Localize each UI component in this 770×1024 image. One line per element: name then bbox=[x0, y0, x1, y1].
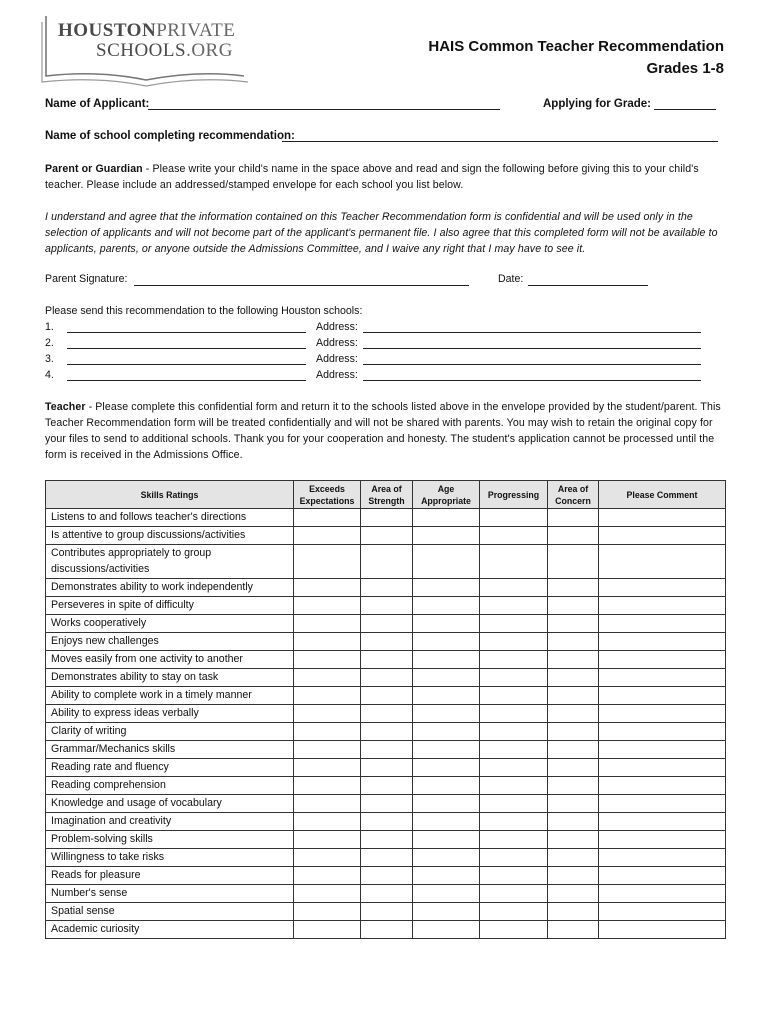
area-of-strength-cell[interactable] bbox=[361, 687, 413, 705]
area-of-concern-cell[interactable] bbox=[548, 723, 599, 741]
area-of-strength-cell[interactable] bbox=[361, 813, 413, 831]
exceeds-expectations-cell[interactable] bbox=[294, 705, 361, 723]
exceeds-expectations-cell[interactable] bbox=[294, 579, 361, 597]
area-of-strength-cell[interactable] bbox=[361, 849, 413, 867]
area-of-concern-cell[interactable] bbox=[548, 509, 599, 527]
address-label: Address: bbox=[316, 337, 358, 349]
exceeds-expectations-cell[interactable] bbox=[294, 849, 361, 867]
age-appropriate-cell[interactable] bbox=[413, 813, 480, 831]
school-name-field[interactable] bbox=[67, 353, 306, 365]
schools-intro: Please send this recommendation to the following Houston schools: bbox=[45, 305, 363, 317]
skill-label: Knowledge and usage of vocabulary bbox=[46, 795, 294, 813]
skill-label: Academic curiosity bbox=[46, 921, 294, 939]
area-of-strength-cell[interactable] bbox=[361, 527, 413, 545]
header-progressing: Progressing bbox=[480, 481, 548, 509]
header-exceeds-expectations: Exceeds Expectations bbox=[294, 481, 361, 509]
exceeds-expectations-cell[interactable] bbox=[294, 813, 361, 831]
skill-label: Reading rate and fluency bbox=[46, 759, 294, 777]
area-of-concern-cell[interactable] bbox=[548, 633, 599, 651]
age-appropriate-cell[interactable] bbox=[413, 669, 480, 687]
table-row bbox=[46, 615, 726, 633]
area-of-concern-cell[interactable] bbox=[548, 527, 599, 545]
grade-label: Applying for Grade: bbox=[543, 98, 651, 110]
address-field[interactable] bbox=[363, 321, 701, 333]
address-label: Address: bbox=[316, 369, 358, 381]
skill-label: Is attentive to group discussions/activities bbox=[46, 527, 294, 545]
area-of-strength-cell[interactable] bbox=[361, 885, 413, 903]
area-of-strength-cell[interactable] bbox=[361, 777, 413, 795]
age-appropriate-cell[interactable] bbox=[413, 615, 480, 633]
skill-label: Perseveres in spite of difficulty bbox=[46, 597, 294, 615]
table-row bbox=[46, 885, 726, 903]
form-title: HAIS Common Teacher Recommendation bbox=[428, 38, 724, 55]
address-field[interactable] bbox=[363, 353, 701, 365]
school-name-field[interactable] bbox=[67, 337, 306, 349]
comment-cell[interactable] bbox=[599, 903, 726, 921]
teacher-instructions: Teacher - Please complete this confidential form and return it to the schools listed above in the envelope provided by the student/parent. This Teacher Recommendation form will be treated confidentially and will not be shared with parents. You may wish to retain the original copy for your files to send to additional schools. Thank you for your cooperation and honesty. The student's application cannot be processed until the form is received in the Admissions Office. bbox=[45, 401, 721, 461]
table-row bbox=[46, 777, 726, 795]
school-name-label: Name of school completing recommendation: bbox=[45, 130, 295, 142]
skill-label: Number's sense bbox=[46, 885, 294, 903]
school-number: 3. bbox=[45, 353, 54, 365]
area-of-strength-cell[interactable] bbox=[361, 903, 413, 921]
school-number: 1. bbox=[45, 321, 54, 333]
exceeds-expectations-cell[interactable] bbox=[294, 509, 361, 527]
exceeds-expectations-cell[interactable] bbox=[294, 723, 361, 741]
grade-field[interactable] bbox=[654, 98, 716, 110]
comment-cell[interactable] bbox=[599, 867, 726, 885]
progressing-cell[interactable] bbox=[480, 545, 548, 579]
skill-label: Listens to and follows teacher's directions bbox=[46, 509, 294, 527]
area-of-concern-cell[interactable] bbox=[548, 705, 599, 723]
comment-cell[interactable] bbox=[599, 795, 726, 813]
area-of-concern-cell[interactable] bbox=[548, 849, 599, 867]
age-appropriate-cell[interactable] bbox=[413, 651, 480, 669]
skill-label: Enjoys new challenges bbox=[46, 633, 294, 651]
age-appropriate-cell[interactable] bbox=[413, 849, 480, 867]
header-skills-ratings: Skills Ratings bbox=[46, 481, 294, 509]
header-area-of-concern: Area of Concern bbox=[548, 481, 599, 509]
exceeds-expectations-cell[interactable] bbox=[294, 527, 361, 545]
age-appropriate-cell[interactable] bbox=[413, 597, 480, 615]
exceeds-expectations-cell[interactable] bbox=[294, 687, 361, 705]
area-of-strength-cell[interactable] bbox=[361, 615, 413, 633]
comment-cell[interactable] bbox=[599, 921, 726, 939]
age-appropriate-cell[interactable] bbox=[413, 921, 480, 939]
table-row bbox=[46, 921, 726, 939]
school-number: 2. bbox=[45, 337, 54, 349]
logo-line-1: HOUSTONPRIVATE bbox=[58, 20, 236, 41]
progressing-cell[interactable] bbox=[480, 669, 548, 687]
comment-cell[interactable] bbox=[599, 545, 726, 579]
table-row bbox=[46, 867, 726, 885]
table-row bbox=[46, 813, 726, 831]
table-row bbox=[46, 831, 726, 849]
exceeds-expectations-cell[interactable] bbox=[294, 921, 361, 939]
area-of-concern-cell[interactable] bbox=[548, 597, 599, 615]
progressing-cell[interactable] bbox=[480, 509, 548, 527]
progressing-cell[interactable] bbox=[480, 813, 548, 831]
skill-label: Reading comprehension bbox=[46, 777, 294, 795]
comment-cell[interactable] bbox=[599, 813, 726, 831]
progressing-cell[interactable] bbox=[480, 795, 548, 813]
area-of-strength-cell[interactable] bbox=[361, 545, 413, 579]
skill-label: Imagination and creativity bbox=[46, 813, 294, 831]
applicant-name-label: Name of Applicant: bbox=[45, 98, 150, 110]
comment-cell[interactable] bbox=[599, 669, 726, 687]
parent-signature-field[interactable] bbox=[134, 274, 469, 286]
comment-cell[interactable] bbox=[599, 651, 726, 669]
table-row bbox=[46, 545, 726, 579]
area-of-concern-cell[interactable] bbox=[548, 651, 599, 669]
age-appropriate-cell[interactable] bbox=[413, 831, 480, 849]
comment-cell[interactable] bbox=[599, 849, 726, 867]
area-of-concern-cell[interactable] bbox=[548, 795, 599, 813]
age-appropriate-cell[interactable] bbox=[413, 903, 480, 921]
address-field[interactable] bbox=[363, 369, 701, 381]
exceeds-expectations-cell[interactable] bbox=[294, 759, 361, 777]
comment-cell[interactable] bbox=[599, 705, 726, 723]
comment-cell[interactable] bbox=[599, 509, 726, 527]
skill-label: Grammar/Mechanics skills bbox=[46, 741, 294, 759]
logo-line-2: SCHOOLS.ORG bbox=[96, 40, 233, 61]
progressing-cell[interactable] bbox=[480, 687, 548, 705]
skill-label: Demonstrates ability to stay on task bbox=[46, 669, 294, 687]
table-row bbox=[46, 723, 726, 741]
progressing-cell[interactable] bbox=[480, 579, 548, 597]
table-row bbox=[46, 579, 726, 597]
area-of-strength-cell[interactable] bbox=[361, 705, 413, 723]
exceeds-expectations-cell[interactable] bbox=[294, 633, 361, 651]
area-of-concern-cell[interactable] bbox=[548, 579, 599, 597]
area-of-concern-cell[interactable] bbox=[548, 741, 599, 759]
parent-heading: Parent or Guardian bbox=[45, 163, 143, 175]
table-row bbox=[46, 903, 726, 921]
progressing-cell[interactable] bbox=[480, 615, 548, 633]
table-row bbox=[46, 597, 726, 615]
progressing-cell[interactable] bbox=[480, 597, 548, 615]
table-row bbox=[46, 651, 726, 669]
area-of-concern-cell[interactable] bbox=[548, 777, 599, 795]
comment-cell[interactable] bbox=[599, 579, 726, 597]
area-of-strength-cell[interactable] bbox=[361, 633, 413, 651]
age-appropriate-cell[interactable] bbox=[413, 723, 480, 741]
header-please-comment: Please Comment bbox=[599, 481, 726, 509]
address-label: Address: bbox=[316, 353, 358, 365]
progressing-cell[interactable] bbox=[480, 867, 548, 885]
address-label: Address: bbox=[316, 321, 358, 333]
skill-label: Contributes appropriately to group discussions/activities bbox=[46, 545, 294, 579]
area-of-concern-cell[interactable] bbox=[548, 921, 599, 939]
parent-signature-label: Parent Signature: bbox=[45, 273, 128, 285]
age-appropriate-cell[interactable] bbox=[413, 777, 480, 795]
age-appropriate-cell[interactable] bbox=[413, 509, 480, 527]
progressing-cell[interactable] bbox=[480, 759, 548, 777]
progressing-cell[interactable] bbox=[480, 777, 548, 795]
teacher-heading: Teacher bbox=[45, 401, 86, 413]
progressing-cell[interactable] bbox=[480, 705, 548, 723]
comment-cell[interactable] bbox=[599, 831, 726, 849]
progressing-cell[interactable] bbox=[480, 651, 548, 669]
area-of-concern-cell[interactable] bbox=[548, 759, 599, 777]
school-name-field[interactable] bbox=[67, 369, 306, 381]
comment-cell[interactable] bbox=[599, 741, 726, 759]
age-appropriate-cell[interactable] bbox=[413, 741, 480, 759]
skill-label: Ability to express ideas verbally bbox=[46, 705, 294, 723]
skills-ratings-table bbox=[45, 480, 726, 939]
skill-label: Problem-solving skills bbox=[46, 831, 294, 849]
parent-instructions: Parent or Guardian - Please write your child's name in the space above and read and sign the following before giving this to your child's teacher. Please include an addressed/stamped envelope for each school you list below. bbox=[45, 163, 699, 191]
area-of-strength-cell[interactable] bbox=[361, 509, 413, 527]
area-of-strength-cell[interactable] bbox=[361, 867, 413, 885]
age-appropriate-cell[interactable] bbox=[413, 795, 480, 813]
comment-cell[interactable] bbox=[599, 633, 726, 651]
address-field[interactable] bbox=[363, 337, 701, 349]
header-area-of-strength: Area of Strength bbox=[361, 481, 413, 509]
table-row bbox=[46, 795, 726, 813]
area-of-strength-cell[interactable] bbox=[361, 831, 413, 849]
table-row bbox=[46, 633, 726, 651]
comment-cell[interactable] bbox=[599, 723, 726, 741]
progressing-cell[interactable] bbox=[480, 885, 548, 903]
area-of-concern-cell[interactable] bbox=[548, 813, 599, 831]
area-of-strength-cell[interactable] bbox=[361, 669, 413, 687]
comment-cell[interactable] bbox=[599, 615, 726, 633]
exceeds-expectations-cell[interactable] bbox=[294, 903, 361, 921]
table-row bbox=[46, 759, 726, 777]
progressing-cell[interactable] bbox=[480, 723, 548, 741]
form-subtitle: Grades 1-8 bbox=[646, 60, 724, 77]
date-field[interactable] bbox=[528, 274, 648, 286]
progressing-cell[interactable] bbox=[480, 921, 548, 939]
area-of-concern-cell[interactable] bbox=[548, 867, 599, 885]
table-row bbox=[46, 687, 726, 705]
table-row bbox=[46, 527, 726, 545]
progressing-cell[interactable] bbox=[480, 831, 548, 849]
parent-agreement: I understand and agree that the information contained on this Teacher Recommendation form is confidential and will be used only in the selection of applicants and will not become part of the applicant's permanent file. I also agree that this completed form will not be available to applicants, parents, or anyone outside the Admissions Committee, and I waive any right that I may have to see it. bbox=[45, 211, 718, 255]
skill-label: Works cooperatively bbox=[46, 615, 294, 633]
age-appropriate-cell[interactable] bbox=[413, 579, 480, 597]
comment-cell[interactable] bbox=[599, 597, 726, 615]
skill-label: Ability to complete work in a timely manner bbox=[46, 687, 294, 705]
table-row bbox=[46, 849, 726, 867]
header-age-appropriate: Age Appropriate bbox=[413, 481, 480, 509]
comment-cell[interactable] bbox=[599, 687, 726, 705]
area-of-concern-cell[interactable] bbox=[548, 669, 599, 687]
age-appropriate-cell[interactable] bbox=[413, 759, 480, 777]
area-of-concern-cell[interactable] bbox=[548, 831, 599, 849]
skill-label: Spatial sense bbox=[46, 903, 294, 921]
age-appropriate-cell[interactable] bbox=[413, 545, 480, 579]
progressing-cell[interactable] bbox=[480, 527, 548, 545]
table-row bbox=[46, 509, 726, 527]
exceeds-expectations-cell[interactable] bbox=[294, 831, 361, 849]
exceeds-expectations-cell[interactable] bbox=[294, 669, 361, 687]
area-of-strength-cell[interactable] bbox=[361, 741, 413, 759]
table-row bbox=[46, 741, 726, 759]
progressing-cell[interactable] bbox=[480, 633, 548, 651]
progressing-cell[interactable] bbox=[480, 903, 548, 921]
exceeds-expectations-cell[interactable] bbox=[294, 741, 361, 759]
age-appropriate-cell[interactable] bbox=[413, 705, 480, 723]
comment-cell[interactable] bbox=[599, 527, 726, 545]
area-of-concern-cell[interactable] bbox=[548, 903, 599, 921]
skill-label: Moves easily from one activity to another bbox=[46, 651, 294, 669]
age-appropriate-cell[interactable] bbox=[413, 527, 480, 545]
date-label: Date: bbox=[498, 273, 524, 285]
applicant-name-field[interactable] bbox=[148, 98, 500, 110]
age-appropriate-cell[interactable] bbox=[413, 687, 480, 705]
table-row bbox=[46, 669, 726, 687]
area-of-strength-cell[interactable] bbox=[361, 651, 413, 669]
age-appropriate-cell[interactable] bbox=[413, 633, 480, 651]
area-of-concern-cell[interactable] bbox=[548, 615, 599, 633]
exceeds-expectations-cell[interactable] bbox=[294, 597, 361, 615]
exceeds-expectations-cell[interactable] bbox=[294, 867, 361, 885]
table-row bbox=[46, 705, 726, 723]
skill-label: Willingness to take risks bbox=[46, 849, 294, 867]
exceeds-expectations-cell[interactable] bbox=[294, 795, 361, 813]
area-of-strength-cell[interactable] bbox=[361, 795, 413, 813]
skill-label: Demonstrates ability to work independently bbox=[46, 579, 294, 597]
skill-label: Clarity of writing bbox=[46, 723, 294, 741]
area-of-concern-cell[interactable] bbox=[548, 885, 599, 903]
houston-private-schools-logo bbox=[38, 14, 248, 90]
area-of-strength-cell[interactable] bbox=[361, 921, 413, 939]
skill-label: Reads for pleasure bbox=[46, 867, 294, 885]
area-of-strength-cell[interactable] bbox=[361, 723, 413, 741]
exceeds-expectations-cell[interactable] bbox=[294, 651, 361, 669]
school-name-field[interactable] bbox=[282, 130, 718, 142]
age-appropriate-cell[interactable] bbox=[413, 867, 480, 885]
table-header-row bbox=[46, 481, 726, 509]
area-of-strength-cell[interactable] bbox=[361, 579, 413, 597]
exceeds-expectations-cell[interactable] bbox=[294, 545, 361, 579]
comment-cell[interactable] bbox=[599, 777, 726, 795]
exceeds-expectations-cell[interactable] bbox=[294, 615, 361, 633]
exceeds-expectations-cell[interactable] bbox=[294, 885, 361, 903]
comment-cell[interactable] bbox=[599, 885, 726, 903]
area-of-strength-cell[interactable] bbox=[361, 597, 413, 615]
progressing-cell[interactable] bbox=[480, 741, 548, 759]
school-name-field[interactable] bbox=[67, 321, 306, 333]
area-of-strength-cell[interactable] bbox=[361, 759, 413, 777]
school-number: 4. bbox=[45, 369, 54, 381]
comment-cell[interactable] bbox=[599, 759, 726, 777]
area-of-concern-cell[interactable] bbox=[548, 687, 599, 705]
progressing-cell[interactable] bbox=[480, 849, 548, 867]
area-of-concern-cell[interactable] bbox=[548, 545, 599, 579]
age-appropriate-cell[interactable] bbox=[413, 885, 480, 903]
exceeds-expectations-cell[interactable] bbox=[294, 777, 361, 795]
